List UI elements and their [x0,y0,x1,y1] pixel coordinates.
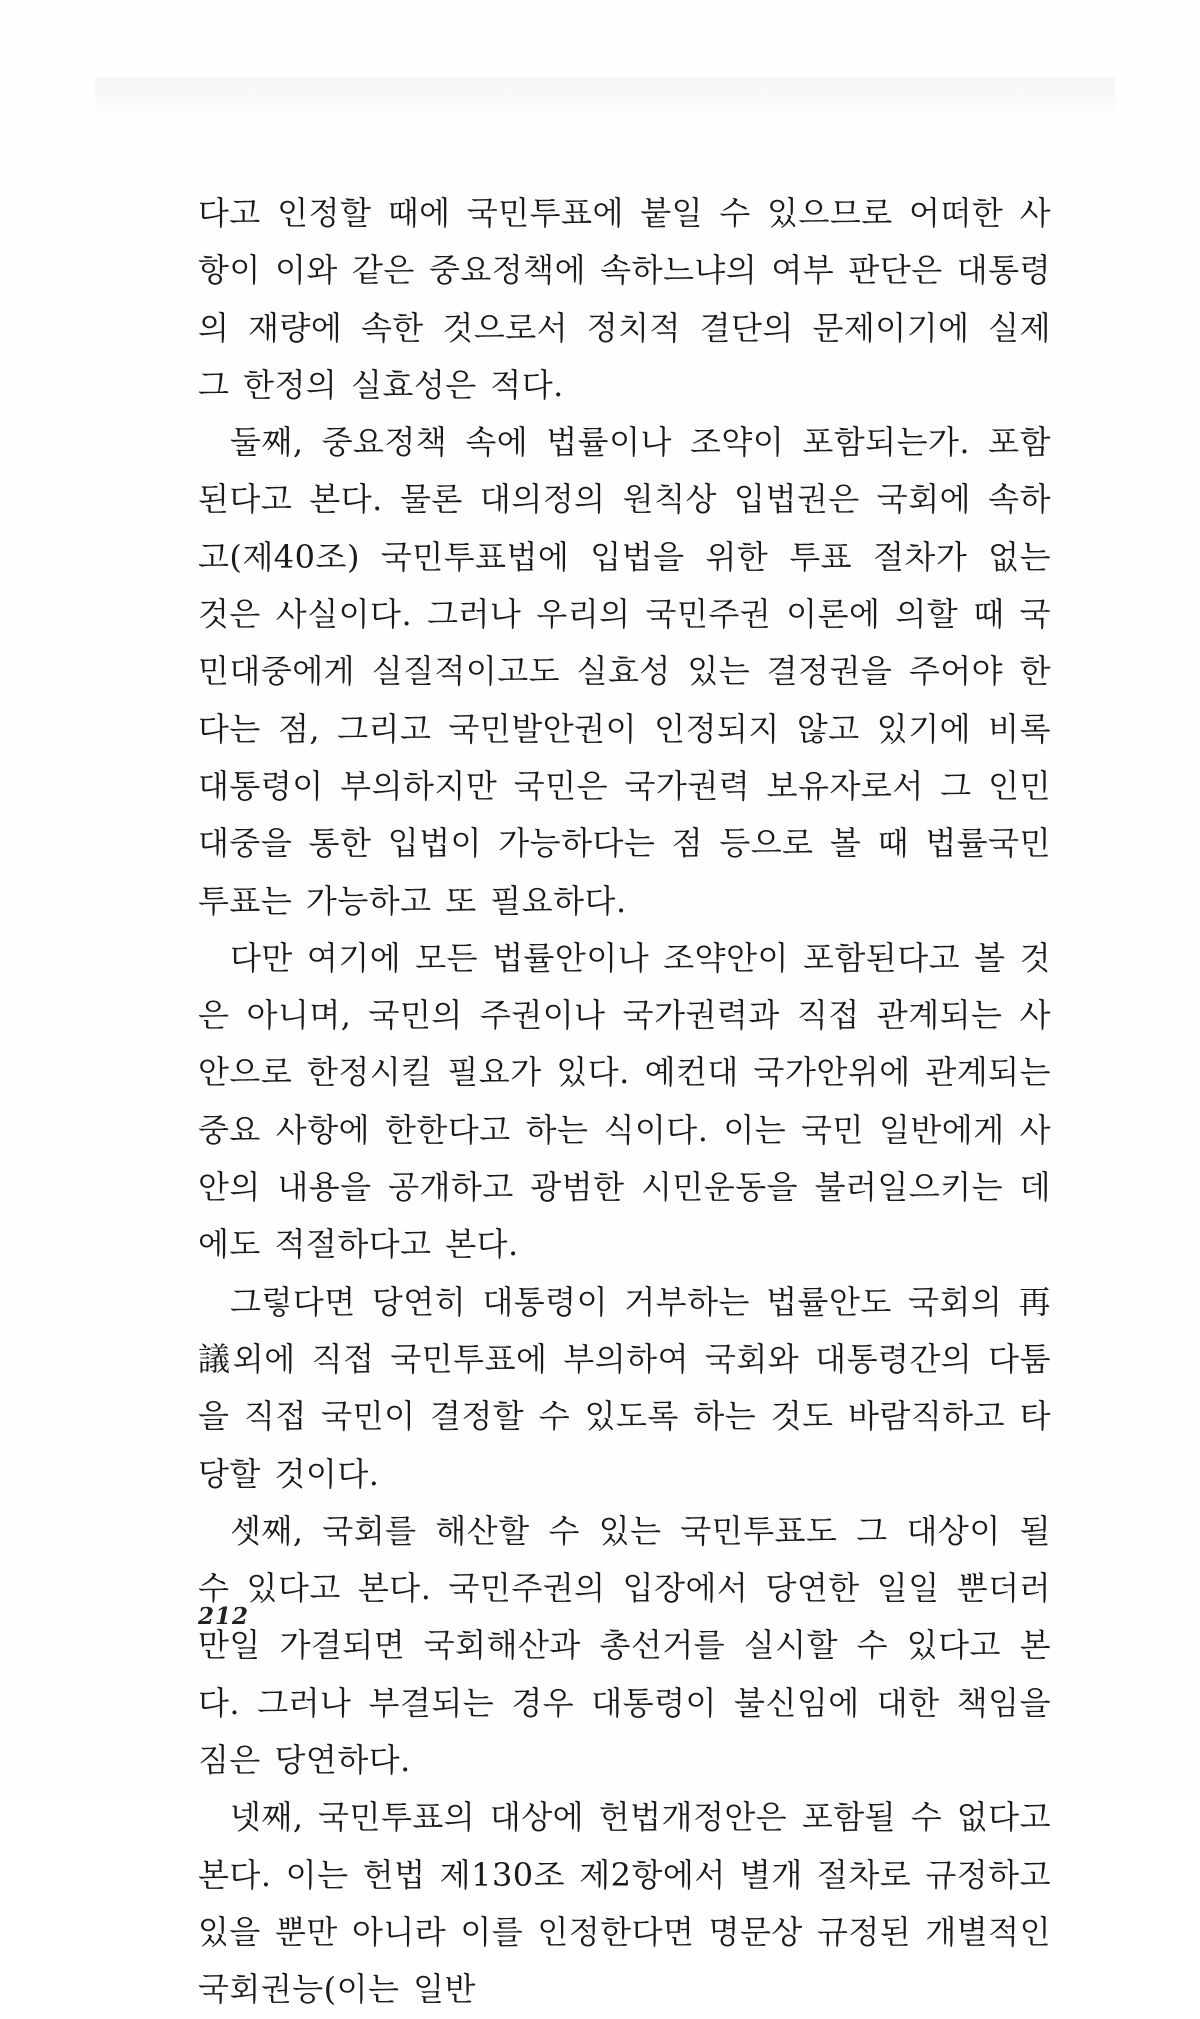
paragraph-6: 넷째, 국민투표의 대상에 헌법개정안은 포함될 수 없다고 본다. 이는 헌법 제130조 제2항에서 별개 절차로 규정하고 있을 뿐만 아니라 이를 인정한다면 명문상 규정된 개별적인 국회권능(이는 일반 [198,1798,1051,2009]
paragraph-5: 셋째, 국회를 해산할 수 있는 국민투표도 그 대상이 될 수 있다고 본다. 국민주권의 입장에서 당연한 일일 뿐더러 만일 가결되면 국회해산과 총선거를 실시할 수 있다고 본다. 그러나 부결되는 경우 대통령이 불신임에 대한 책임을 짐은 당연하다. [198,1511,1051,1780]
scan-shadow [95,78,1115,118]
paragraph-2: 둘째, 중요정책 속에 법률이나 조약이 포함되는가. 포함된다고 본다. 물론 대의정의 원칙상 입법권은 국회에 속하고(제40조) 국민투표법에 입법을 위한 투표 절차가 없는 것은 사실이다. 그러나 우리의 국민주권 이론에 의할 때 국민대중에게 실질적이고도 실효성 있는 결정권을 주어야 한다는 점, 그리고 국민발안권이 인정되지 않고 있기에 비록 대통령이 부의하지만 국민은 국가권력 보유자로서 그 인민대중을 통한 입법이 가능하다는 점 등으로 볼 때 법률국민투표는 가능하고 또 필요하다. [198,423,1051,920]
paragraph-4: 그렇다면 당연히 대통령이 거부하는 법률안도 국회의 再議외에 직접 국민투표에 부의하여 국회와 대통령간의 다툼을 직접 국민이 결정할 수 있도록 하는 것도 바람직하고 타당할 것이다. [198,1282,1051,1493]
page-number: 212 [198,1603,250,1630]
paragraph-1: 다고 인정할 때에 국민투표에 붙일 수 있으므로 어떠한 사항이 이와 같은 중요정책에 속하느냐의 여부 판단은 대통령의 재량에 속한 것으로서 정치적 결단의 문제이기에 실제 그 한정의 실효성은 적다. [198,194,1051,404]
body-text [198,185,1051,2019]
paragraph-3: 다만 여기에 모든 법률안이나 조약안이 포함된다고 볼 것은 아니며, 국민의 주권이나 국가권력과 직접 관계되는 사안으로 한정시킬 필요가 있다. 예컨대 국가안위에 관계되는 중요 사항에 한한다고 하는 식이다. 이는 국민 일반에게 사안의 내용을 공개하고 광범한 시민운동을 불러일으키는 데에도 적절하다고 본다. [198,938,1051,1264]
